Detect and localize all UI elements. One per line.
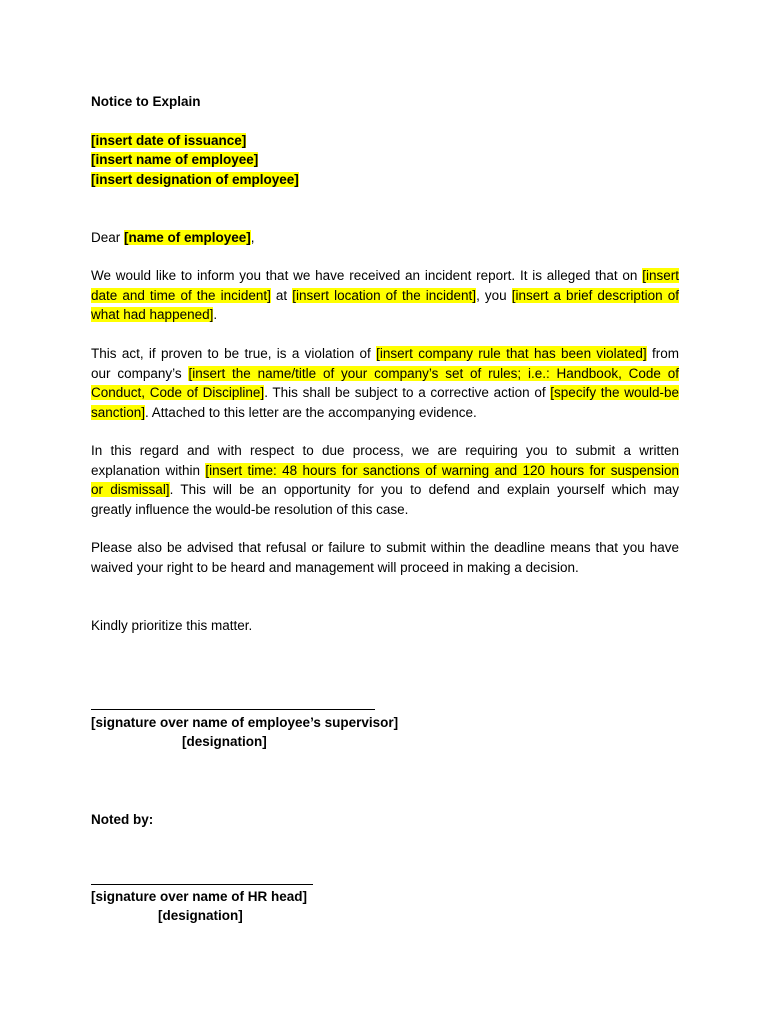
paragraph-line [91, 461, 679, 481]
incident-datetime-placeholder: date and time of the incident] [91, 287, 271, 303]
signature-line-supervisor [91, 709, 375, 710]
employee-name-placeholder-line [91, 150, 258, 170]
paragraph-deadline [91, 538, 679, 577]
paragraph-text: explanation within [91, 462, 206, 478]
noted-by-label: Noted by: [91, 812, 154, 827]
date-placeholder-line [91, 131, 246, 151]
paragraph-line [91, 286, 679, 306]
paragraph-line [91, 305, 679, 325]
incident-datetime-placeholder: [insert [642, 268, 679, 283]
rules-name-placeholder: [insert the name/title of your company’s set of rules; i.e.: Handbook, Code of [188, 365, 679, 381]
paragraph-text: our company’s [91, 365, 189, 381]
sanction-placeholder: sanction] [91, 404, 146, 420]
paragraph-text: We would like to inform you that we have received an incident report. It is alleged that on [91, 268, 643, 283]
paragraph-line [91, 441, 679, 461]
hr-signature-label: [signature over name of HR head] [91, 889, 308, 904]
hr-designation-label: [designation] [158, 908, 243, 923]
response-time-placeholder: [insert time: 48 hours for sanctions of warning and 120 hours for suspension [205, 462, 679, 478]
paragraph-text: . Attached to this letter are the accompanying evidence. [145, 404, 477, 420]
paragraph-text: from [646, 346, 680, 361]
paragraph-text: In this regard and with respect to due process, we are requiring you to submit a written [91, 443, 679, 458]
paragraph-incident [91, 266, 679, 325]
supervisor-signature-label: [signature over name of employee’s supervisor] [91, 715, 399, 730]
paragraph-line [91, 500, 679, 520]
sanction-placeholder: [specify the would-be [550, 385, 680, 400]
paragraph-text: , you [476, 287, 512, 303]
paragraph-due-process [91, 441, 679, 519]
salutation [91, 228, 255, 248]
date-placeholder: [insert date of issuance] [91, 133, 247, 148]
salutation-prefix: Dear [91, 230, 125, 245]
paragraph-line [91, 403, 679, 423]
paragraph-text: This act, if proven to be true, is a violation of [91, 346, 377, 361]
salutation-name-placeholder: [name of employee] [124, 230, 251, 245]
salutation-suffix: , [250, 230, 255, 245]
document-title: Notice to Explain [91, 94, 201, 109]
paragraph-violation [91, 344, 679, 422]
paragraph-text: at [270, 287, 293, 303]
signature-line-hr [91, 884, 313, 885]
incident-location-placeholder: [insert location of the incident] [292, 287, 477, 303]
employee-designation-placeholder: [insert designation of employee] [91, 172, 299, 187]
employee-designation-placeholder-line [91, 170, 299, 190]
company-rule-placeholder: [insert company rule that has been violated] [376, 346, 647, 361]
paragraph-line [91, 480, 679, 500]
paragraph-line [91, 266, 679, 286]
paragraph-text: . [213, 307, 218, 322]
response-time-placeholder: or dismissal] [91, 482, 170, 497]
employee-name-placeholder: [insert name of employee] [91, 152, 259, 167]
paragraph-text: . This shall be subject to a corrective action of [264, 385, 551, 400]
closing-line: Kindly prioritize this matter. [91, 618, 253, 633]
incident-description-placeholder: what had happened] [91, 307, 214, 322]
paragraph-line [91, 383, 679, 403]
paragraph-line: waived your right to be heard and management will proceed in making a decision. [91, 559, 579, 575]
rules-name-placeholder: Conduct, Code of Discipline] [91, 385, 265, 400]
paragraph-line: Please also be advised that refusal or failure to submit within the deadline means that you have [91, 540, 679, 555]
supervisor-designation-label: [designation] [182, 734, 267, 749]
paragraph-text: greatly influence the would-be resolution of this case. [91, 501, 409, 517]
paragraph-text: . This will be an opportunity for you to defend and explain yourself which may [169, 482, 680, 497]
incident-description-placeholder: [insert a brief description of [511, 287, 679, 303]
paragraph-line [91, 364, 679, 384]
paragraph-line [91, 344, 679, 364]
